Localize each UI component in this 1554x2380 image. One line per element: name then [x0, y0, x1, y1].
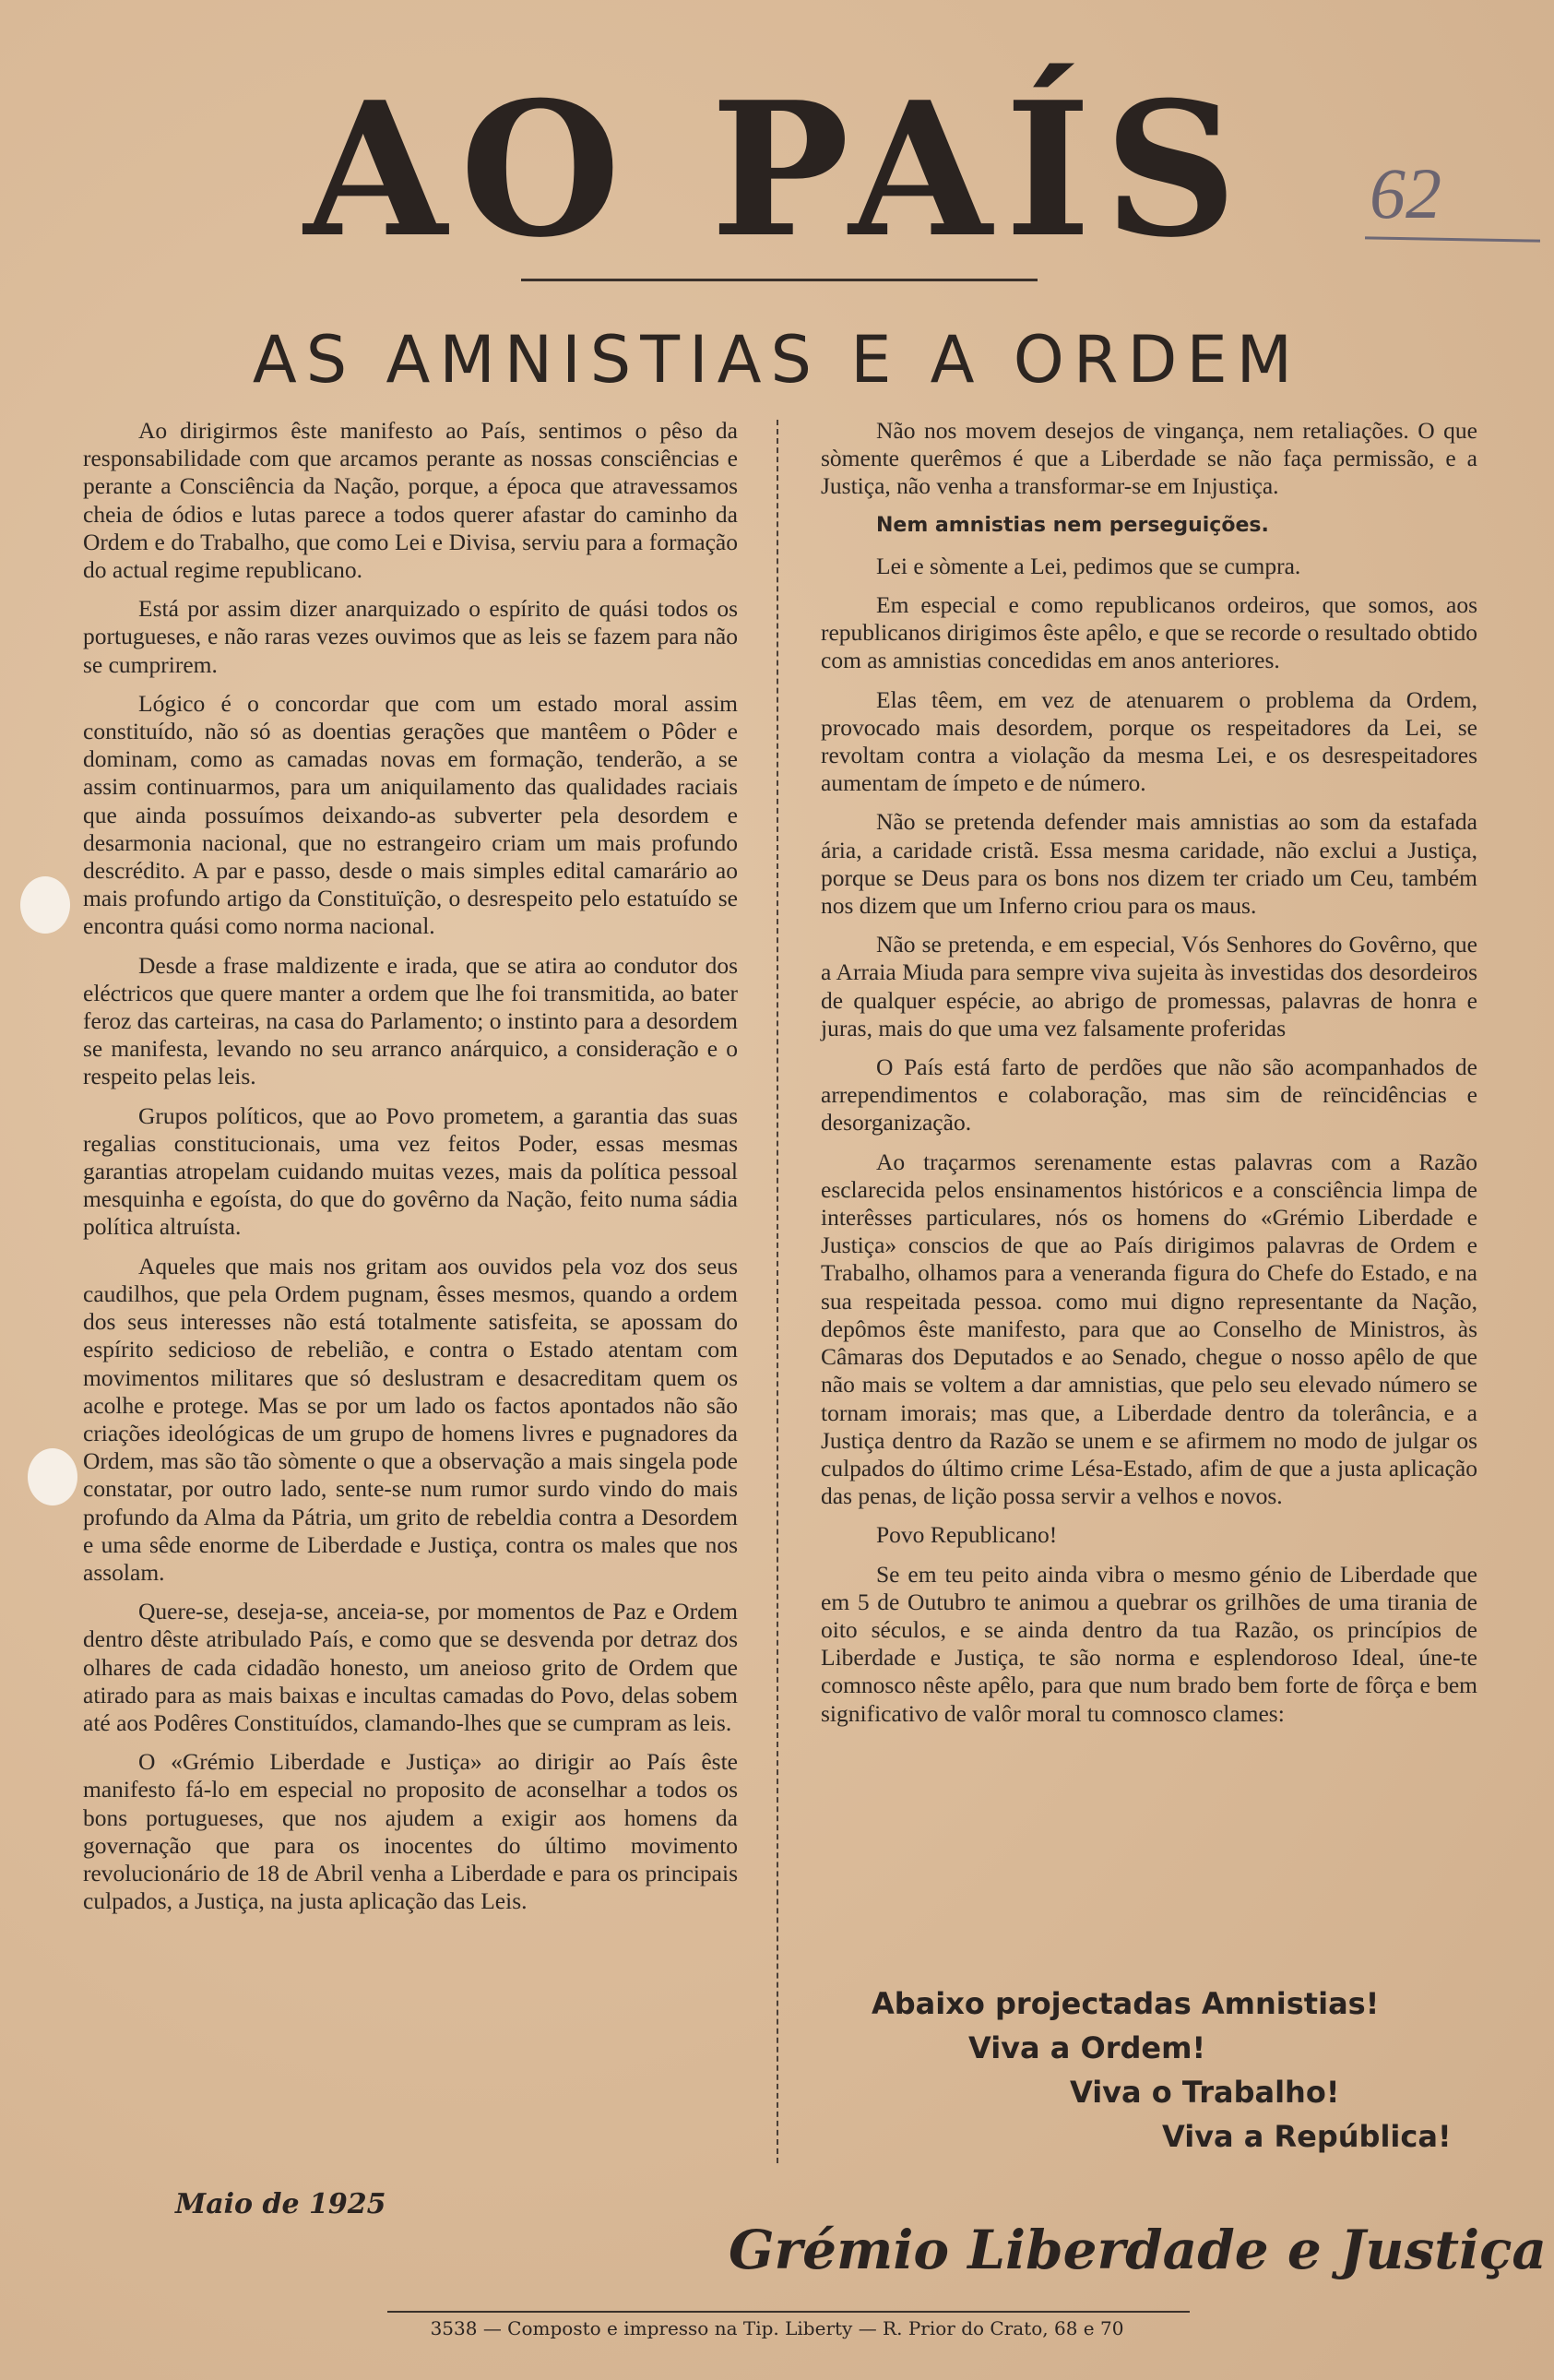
paragraph: Lógico é o concordar que com um estado moral assim constituído, não só as doentias gerações que mantêem o Pôder e dominam, como as camadas novas em formação, tenderão, a se assim continuarmos, para um aniquilamento das qualidades raciais que ainda possuímos deixando-as subverter pela desordem e desarmonia nacional, que no estrangeiro criam um mais profundo descrédito. A par e passo, desde o mais simples edital camarário ao mais profundo artigo da Constituïção, o desrespeito pelo estatuído se encontra quási como norma nacional.: [83, 689, 738, 940]
punch-hole: [20, 876, 70, 934]
paragraph: Está por assim dizer anarquizado o espírito de quási todos os portugueses, e não raras vezes ouvimos que as leis se fazem para não se cumprirem.: [83, 595, 738, 678]
slogan: Viva a República!: [1162, 2119, 1452, 2154]
handwritten-note: 62: [1370, 153, 1441, 233]
paragraph-emphasis: Nem amnistias nem perseguições.: [876, 513, 1269, 537]
paragraph: Não se pretenda, e em especial, Vós Senhores do Govêrno, que a Arraia Miuda para sempre viva sujeita às investidas dos desordeiros de qualquer espécie, ao abrigo de promessas, palavras de honra e juras, mais do que uma vez falsamente proferidas: [821, 931, 1477, 1041]
punch-hole: [28, 1448, 77, 1505]
page-subtitle: AS AMNISTIAS E A ORDEM: [252, 322, 1302, 398]
right-column: [821, 417, 1477, 1739]
paragraph: Desde a frase maldizente e irada, que se atira ao condutor dos eléctricos que quere manter a ordem que lhe foi transmitida, ao bater feroz das carteiras, na casa do Parlamento; o instinto para a desordem se manifesta, levando no seu arranco anárquico, a consideração e o respeito pelas leis.: [83, 951, 738, 1090]
title-rule: [521, 279, 1038, 281]
paragraph: Elas têem, em vez de atenuarem o problema da Ordem, provocado mais desordem, porque os respeitadores da Lei, se revoltam contra a violação da mesma Lei, e os desrespeitadores aumentam de ímpeto e de número.: [821, 685, 1477, 797]
paragraph: Povo Republicano!: [876, 1521, 1058, 1549]
paragraph: Se em teu peito ainda vibra o mesmo génio de Liberdade que em 5 de Outubro te animou a quebrar os grilhões de uma tirania de oito séculos, e se ainda dentro da tua Razão, os princípios de Liberdade e Justiça, te são norma e esplendoroso Ideal, úne-te comnosco nêste apêlo, para que num brado bem forte de fôrça e bem significativo de valôr moral tu comnosco clames:: [821, 1560, 1477, 1727]
paragraph: Não nos movem desejos de vingança, nem retaliações. O que sòmente querêmos é que a Liberdade se não faça permissão, e a Justiça, não venha a transformar-se em Injustiça.: [821, 417, 1477, 500]
paragraph: O País está farto de perdões que não são acompanhados de arrependimentos e colaboração, mas sim de reïncidências e desorganização.: [821, 1053, 1477, 1136]
slogan: Abaixo projectadas Amnistias!: [872, 1986, 1380, 2021]
paragraph: O «Grémio Liberdade e Justiça» ao dirigir ao País êste manifesto fá-lo em especial no proposito de aconselhar a todos os bons portugueses, que nos ajudem a exigir aos homens da governação que para os inocentes do último movimento revolucionário de 18 de Abril venha a Liberdade e para os principais culpados, a Justiça, na justa aplicação das Leis.: [83, 1748, 738, 1915]
slogan: Viva a Ordem!: [968, 2030, 1206, 2065]
left-column: [83, 417, 738, 1926]
paragraph: Aqueles que mais nos gritam aos ouvidos pela voz dos seus caudilhos, que pela Ordem pugnam, êsses mesmos, quando a ordem dos seus interesses não está totalmente satisfeita, se apossam do espírito sedicioso de rebelião, e contra o Estado atentam com movimentos militares que só deslustram e desacreditam quem os acolhe e protege. Mas se por um lado os factos apontados não são criações ideológicas de um grupo de homens livres e pugnadores da Ordem, mas são tão sòmente o que a observação a mais singela pode constatar, por outro lado, sente-se num rumor surdo vindo do mais profundo da Alma da Pátria, um grito de rebeldia contra a Desordem e uma sêde enorme de Liberdade e Justiça, contra os males que nos assolam.: [83, 1252, 738, 1586]
signature: Grémio Liberdade e Justiça: [729, 2219, 1547, 2281]
printer-imprint: 3538 — Composto e impresso na Tip. Liberty — R. Prior do Crato, 68 e 70: [430, 2317, 1124, 2339]
slogans: [821, 1981, 1477, 2159]
paragraph: Em especial e como republicanos ordeiros, que somos, aos republicanos dirigimos êste apêlo, e que se recorde o resultado obtido com as amnistias concedidas em anos anteriores.: [821, 591, 1477, 674]
paragraph: Não se pretenda defender mais amnistias ao som da estafada ária, a caridade cristã. Essa mesma caridade, não exclui a Justiça, porque se Deus para os bons nos dizem ter criado um Ceu, também nos dizem que um Inferno criou para os maus.: [821, 808, 1477, 920]
paragraph: Ao traçarmos serenamente estas palavras com a Razão esclarecida pelos ensinamentos históricos e a consciência limpa de interêsses particulares, nós os homens do «Grémio Liberdade e Justiça» conscios de que ao País dirigimos palavras de Ordem e Trabalho, olhamos para a veneranda figura do Chefe do Estado, e na sua respeitada pessoa. como mui digno representante da Nação, depômos êste manifesto, para que ao Conselho de Ministros, às Câmaras dos Deputados e ao Senado, chegue o nosso apêlo de que não mais se voltem a dar amnistias, que pelo seu elevado número se tornam imorais; mas que, a Liberdade dentro da tolerância, e a Justiça dentro da Razão se unem e se afirmem no modo de julgar os culpados do último crime Lésa-Estado, afim de que a justa aplicação das penas, de lição possa servir a velhos e novos.: [821, 1148, 1477, 1510]
date: Maio de 1925: [175, 2188, 386, 2220]
slogan: Viva o Trabalho!: [1070, 2075, 1340, 2110]
footer-rule: [387, 2311, 1190, 2313]
page-title: AO PAÍS: [303, 62, 1251, 279]
paragraph: Grupos políticos, que ao Povo prometem, a garantia das suas regalias constitucionais, uma vez feitos Poder, essas mesmas garantias atropelam cuidando muitas vezes, mais da política pessoal mesquinha e egoísta, do que do govêrno da Nação, feito numa sádia política altruísta.: [83, 1101, 738, 1241]
paragraph: Ao dirigirmos êste manifesto ao País, sentimos o pêso da responsabilidade com que arcamos perante as nossas consciências e perante a Consciência da Nação, porque, a época que atravessamos cheia de ódios e lutas parece a todos querer afastar do caminho da Ordem e do Trabalho, que como Lei e Divisa, serviu para a formação do actual regime republicano.: [83, 417, 738, 584]
paragraph: Lei e sòmente a Lei, pedimos que se cumpra.: [876, 552, 1301, 579]
paragraph: Quere-se, deseja-se, anceia-se, por momentos de Paz e Ordem dentro dêste atribulado País, e como que se desvenda por detraz dos olhares de cada cidadão honesto, um aneioso grito de Ordem que atirado para as mais baixas e incultas camadas do Povo, delas sobem até aos Podêres Constituídos, clamando-lhes que se cumpram as leis.: [83, 1598, 738, 1736]
column-divider: [777, 420, 778, 2163]
